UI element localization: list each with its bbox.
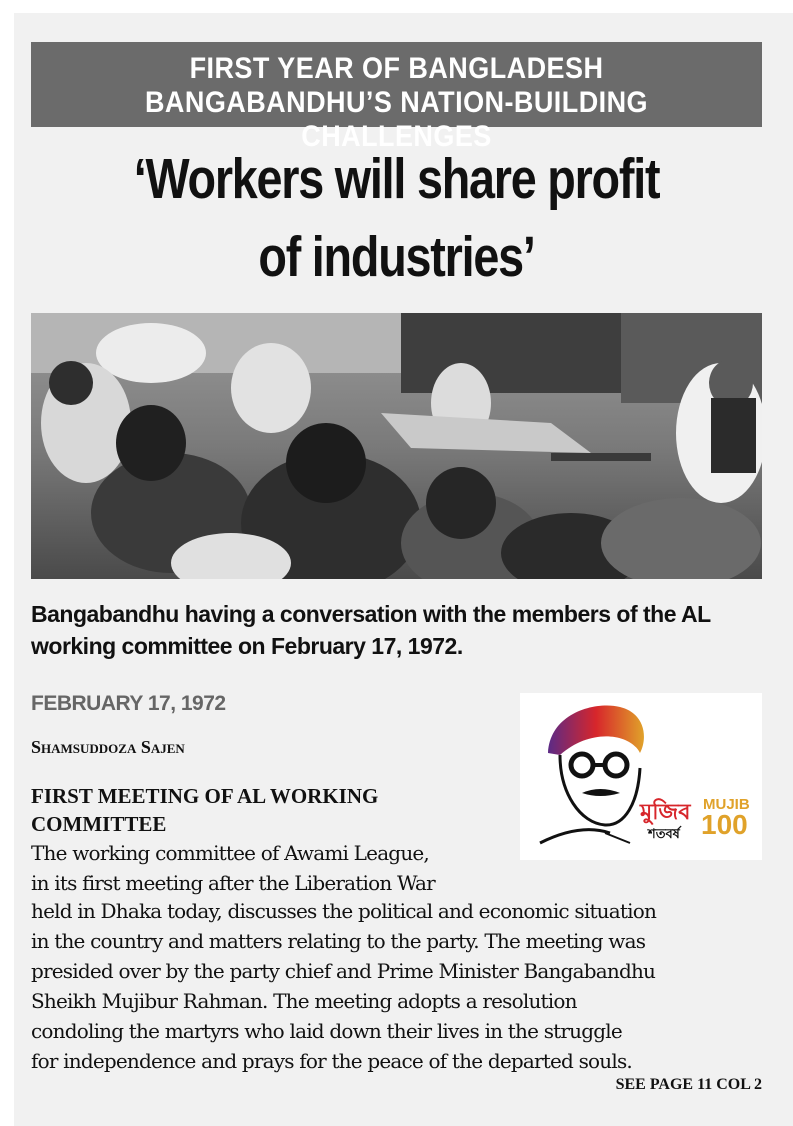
dateline: FEBRUARY 17, 1972 xyxy=(31,692,226,715)
photo-caption: Bangabandhu having a conversation with the members of the AL working committee on February 17, 1972. xyxy=(31,601,711,659)
logo-bangla-word: মুজিব xyxy=(640,800,691,825)
logo-number: 100 xyxy=(701,809,748,840)
logo-english-word: MUJIB xyxy=(703,796,750,813)
article-line: condoling the martyrs who laid down their lives in the struggle xyxy=(31,1019,622,1043)
article-line: The working committee of Awami League, xyxy=(31,841,429,865)
article-subhead: FIRST MEETING OF AL WORKING COMMITTEE xyxy=(31,784,379,836)
mujib-100-logo xyxy=(520,693,762,860)
article-line: for independence and prays for the peace of the departed souls. xyxy=(31,1049,632,1073)
section-banner xyxy=(31,42,762,153)
article-line: presided over by the party chief and Prime Minister Bangabandhu xyxy=(31,959,656,983)
article-line: held in Dhaka today, discusses the political and economic situation xyxy=(31,899,657,923)
article-line: in the country and matters relating to the party. The meeting was xyxy=(31,929,646,953)
banner-line-1: FIRST YEAR OF BANGLADESH xyxy=(189,52,604,85)
headline xyxy=(31,140,762,296)
meeting-photo-illustration xyxy=(31,313,762,579)
headline-line-2: of industries’ xyxy=(258,225,535,289)
headline-line-1: ‘Workers will share profit xyxy=(133,147,660,211)
article-line: Sheikh Mujibur Rahman. The meeting adopts a resolution xyxy=(31,989,577,1013)
continuation-jump-line: SEE PAGE 11 COL 2 xyxy=(615,1076,762,1093)
banner-line-2: BANGABANDHU’S NATION-BUILDING CHALLENGES xyxy=(144,86,649,153)
meeting-photo xyxy=(31,313,762,579)
article-body-top xyxy=(31,838,511,898)
byline: Shamsuddoza Sajen xyxy=(31,737,185,757)
article-line: in its first meeting after the Liberation War xyxy=(31,871,435,895)
logo-bangla-sub: শতবর্ষ xyxy=(648,827,680,842)
article-body xyxy=(31,896,771,1076)
